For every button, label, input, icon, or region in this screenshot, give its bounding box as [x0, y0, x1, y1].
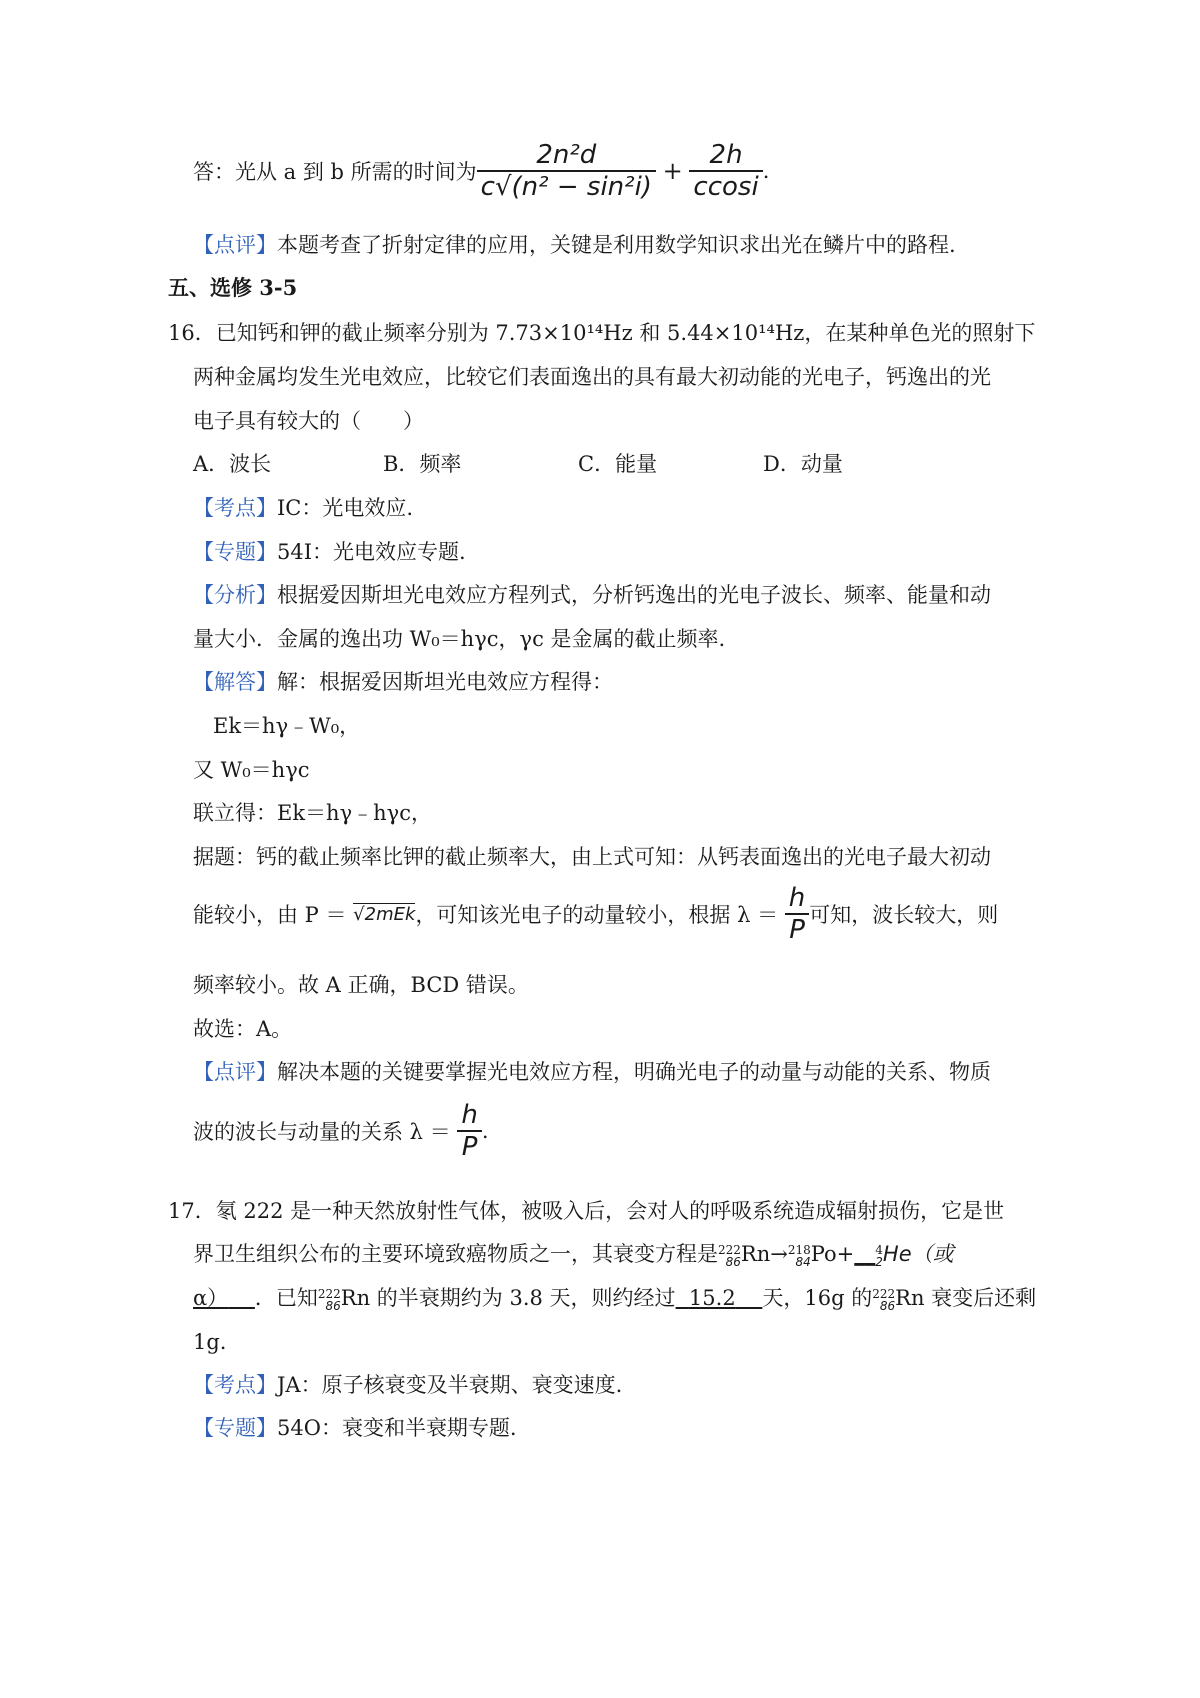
- dianping-text-2: 波的波长与动量的关系 λ ＝: [193, 1120, 451, 1144]
- frac1-denominator: c√(n² − sin²i): [477, 170, 656, 202]
- half-life-answer: 15.2: [688, 1286, 736, 1310]
- q17-kaodian: [193, 1370, 622, 1400]
- option-a[interactable]: A．波长: [193, 452, 272, 476]
- po-symbol: Po+: [810, 1242, 855, 1266]
- rn-mass: 222: [718, 1242, 741, 1257]
- blank-answer-1-cont: [193, 1286, 255, 1310]
- wavelength-denominator: P: [785, 913, 809, 945]
- equation-3: 联立得：Ek＝hγ﹣hγc，: [193, 801, 432, 825]
- equation-1: Ek＝hγ﹣W₀，: [213, 714, 361, 738]
- dianping-text-1: 解决本题的关键要掌握光电效应方程，明确光电子的动量与动能的关系、物质: [277, 1060, 991, 1084]
- dianping-tag: 【点评】: [193, 1060, 277, 1084]
- rn-charge: 86: [725, 1254, 741, 1269]
- frac2-denominator: ccosi: [689, 170, 762, 202]
- q17-zhuanti-tag: 【专题】: [193, 1416, 277, 1440]
- kaodian-tag: 【考点】: [193, 496, 277, 520]
- po-charge: 84: [795, 1254, 811, 1269]
- answer-choice: 故选：A。: [193, 1017, 293, 1041]
- q16-dianping-1: [193, 1057, 991, 1087]
- q17-line2-text: 界卫生组织公布的主要环境致癌物质之一，其衰变方程是: [193, 1242, 718, 1266]
- plus-sign: +: [662, 157, 683, 185]
- q16-options: [193, 449, 843, 479]
- time-fraction-2: [689, 140, 762, 202]
- blank-pre: __: [854, 1242, 876, 1266]
- dianping-numerator: h: [461, 1100, 478, 1130]
- q17-line4: 1g.: [193, 1330, 227, 1354]
- kaodian-text: IC：光电效应.: [277, 496, 414, 520]
- reasoning-3: 频率较小。故 A 正确，BCD 错误。: [193, 973, 529, 997]
- q16-kaodian: [193, 493, 413, 523]
- blank-answer-2: [676, 1286, 763, 1310]
- rn3-charge: 86: [879, 1298, 896, 1313]
- option-c[interactable]: C．能量: [578, 452, 658, 476]
- polonium-isotope: [788, 1239, 854, 1269]
- wavelength-numerator: h: [788, 883, 806, 913]
- dianping-fraction: [457, 1100, 481, 1162]
- he-mass: 4: [875, 1242, 883, 1257]
- rn-symbol: Rn→: [740, 1242, 788, 1266]
- q16-line2: 两种金属均发生光电效应，比较它们表面逸出的具有最大初动能的光电子，钙逸出的光: [193, 365, 991, 389]
- reasoning-2: [193, 883, 998, 945]
- option-d[interactable]: D．动量: [763, 452, 843, 476]
- time-fraction-1: [477, 140, 656, 202]
- q16-fenxi-2: 量大小．金属的逸出功 W₀＝hγc，γc 是金属的截止频率.: [193, 627, 726, 651]
- po-mass: 218: [787, 1242, 811, 1257]
- frac2-numerator: 2h: [709, 140, 743, 170]
- q16-jieda: [193, 667, 613, 697]
- q17-line1: 17．氡 222 是一种天然放射性气体，被吸入后，会对人的呼吸系统造成辐射损伤，它是世: [168, 1199, 1005, 1223]
- rn2-mass: 222: [317, 1286, 341, 1301]
- alpha-text: α）: [193, 1286, 229, 1310]
- wavelength-fraction: [785, 883, 809, 945]
- q16-zhuanti: [193, 537, 466, 567]
- zhuanti-tag: 【专题】: [193, 540, 277, 564]
- q17-zhuanti-text: 54O：衰变和半衰期专题.: [277, 1416, 517, 1440]
- q17-kaodian-tag: 【考点】: [193, 1373, 277, 1397]
- section-title: 五、选修 3-5: [168, 275, 298, 300]
- q17-line3-d: 天，16g 的: [762, 1286, 873, 1310]
- equation-2: 又 W₀＝hγc: [193, 758, 310, 782]
- review-text: 本题考查了折射定律的应用，关键是利用数学知识求出光在鳞片中的路程.: [277, 233, 956, 257]
- zhuanti-text: 54I：光电效应专题.: [277, 540, 466, 564]
- reasoning-2-b: ，可知该光电子的动量较小，根据 λ ＝: [415, 903, 779, 927]
- q17-line2: [193, 1239, 954, 1269]
- rn2-charge: 86: [325, 1298, 341, 1313]
- q17-line3-b: ．已知: [254, 1286, 318, 1310]
- q17-line3-e: Rn 衰变后还剩: [895, 1286, 1037, 1310]
- reasoning-2-a: 能较小，由 P ＝: [193, 903, 347, 927]
- frac1-numerator: 2n²d: [536, 140, 597, 170]
- he-charge: 2: [875, 1254, 883, 1269]
- he-symbol: He（或: [882, 1242, 954, 1266]
- dianping-denominator: P: [457, 1130, 481, 1162]
- answer-end: .: [762, 159, 770, 183]
- fenxi-text-1: 根据爱因斯坦光电效应方程列式，分析钙逸出的光电子波长、频率、能量和动: [277, 583, 991, 607]
- jieda-tag: 【解答】: [193, 670, 277, 694]
- q17-line3-c: Rn 的半衰期约为 3.8 天，则约经过: [340, 1286, 676, 1310]
- radon-isotope: [718, 1239, 788, 1269]
- answer-line: [193, 140, 769, 202]
- reasoning-2-c: 可知，波长较大，则: [809, 903, 999, 927]
- q16-line1: 16．已知钙和钾的截止频率分别为 7.73×10¹⁴Hz 和 5.44×10¹⁴Hz，在某种单色光的照射下: [168, 321, 1036, 345]
- q17-zhuanti: [193, 1413, 517, 1443]
- q16-fenxi-1: [193, 580, 991, 610]
- reasoning-1: 据题：钙的截止频率比钾的截止频率大，由上式可知：从钙表面逸出的光电子最大初动: [193, 845, 991, 869]
- review-1: [193, 230, 956, 260]
- radon-isotope-3: [872, 1283, 895, 1313]
- momentum-sqrt: √2mEk: [353, 903, 416, 925]
- fenxi-tag: 【分析】: [193, 583, 277, 607]
- option-b[interactable]: B．频率: [383, 452, 462, 476]
- blank-answer-1: [854, 1242, 954, 1269]
- jieda-text: 解：根据爱因斯坦光电效应方程得：: [277, 670, 613, 694]
- rn3-mass: 222: [872, 1286, 896, 1301]
- dianping-end: .: [481, 1119, 489, 1143]
- q16-dianping-2: [193, 1100, 489, 1162]
- q16-line3: 电子具有较大的（ ）: [193, 409, 424, 433]
- radon-isotope-2: [318, 1283, 341, 1313]
- q17-kaodian-text: JA：原子核衰变及半衰期、衰变速度.: [277, 1373, 623, 1397]
- q17-line3: [193, 1283, 1036, 1313]
- answer-prefix: 答：光从 a 到 b 所需的时间为: [193, 160, 477, 184]
- review-tag: 【点评】: [193, 233, 277, 257]
